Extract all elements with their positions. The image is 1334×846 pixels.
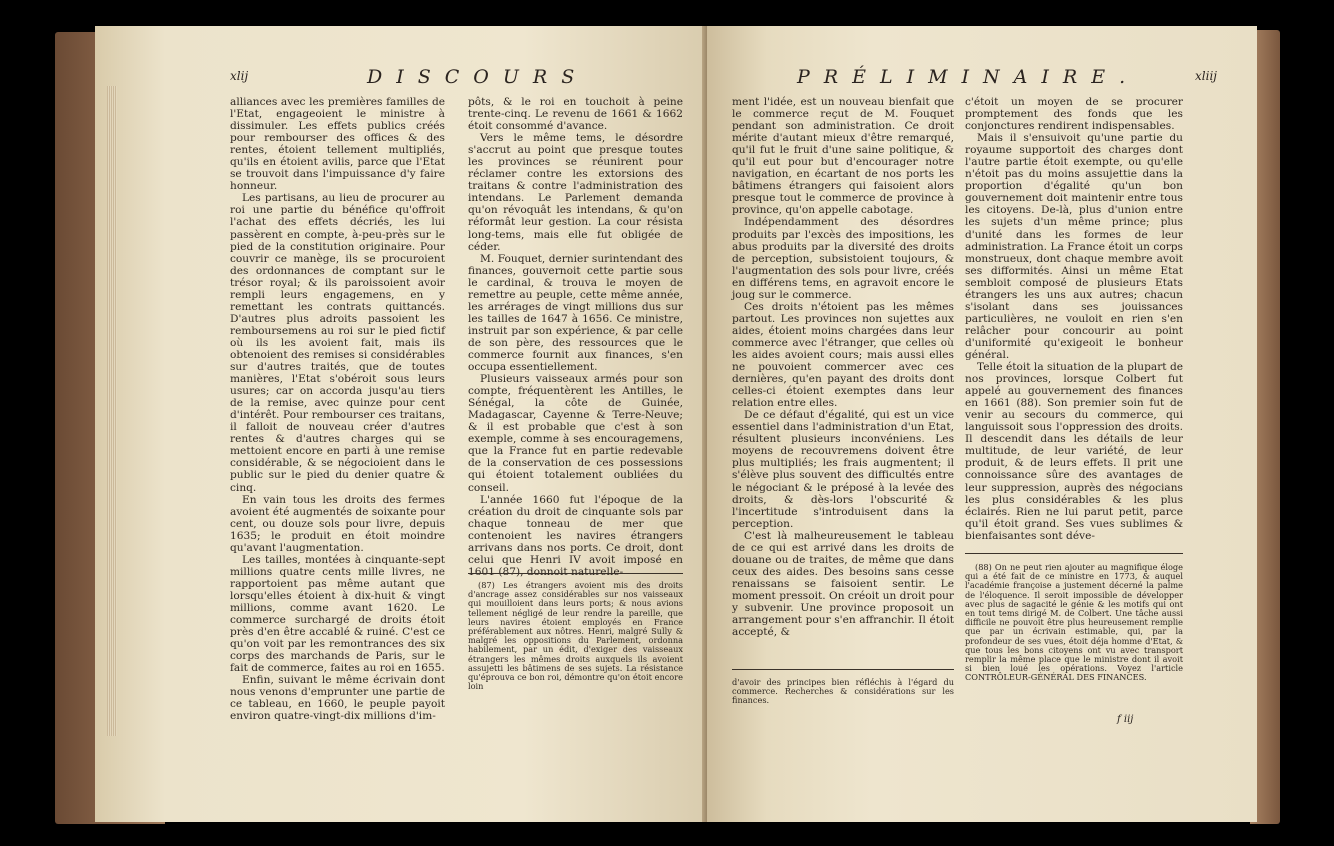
paragraph: c'étoit un moyen de se procurer promptement des fonds que les conjonctures rendirent indispensables. (965, 96, 1183, 133)
left-column-2 (468, 96, 683, 578)
running-head: DISCOURS (367, 66, 589, 88)
footnote-88: (88) On ne peut rien ajouter au magnifique éloge qui a été fait de ce ministre en 1773, & auquel l'académie françoise a justement décerné la palme de l'éloquence. Il seroit impossible de développer avec plus de sagacité le génie & les motifs qui ont en tout tems dirigé M. de Colbert. Une tâche aussi difficile ne pouvoit être plus heureusement remplie que par un écrivain estimable, qui, par la profondeur de ses vues, étoit déja homme d'Etat, & que tous les bons citoyens ont vu avec transport remplir la même place que le ministre dont il avoit si bien loué les opérations. Voyez l'article CONTRÔLEUR-GÉNÉRAL DES FINANCES. (965, 562, 1183, 683)
left-page (95, 26, 707, 822)
footnote-rule (965, 553, 1183, 554)
paragraph: ment l'idée, est un nouveau bienfait que le commerce reçut de M. Fouquet pendant son administration. Ce droit mérite d'autant mieux d'être remarqué, qu'il fut le fruit d'une saine politique, & qu'il eut pour but d'encourager notre navigation, en écartant de nos ports les bâtimens étrangers qui faisoient alors presque tout le commerce de province à province, qu'on appelle cabotage. (732, 96, 954, 217)
page-number: xlij (230, 69, 249, 83)
paragraph: Plusieurs vaisseaux armés pour son compte, fréquentèrent les Antilles, le Sénégal, la côte de Guinée, Madagascar, Cayenne & Terre-Neuve; & il est probable que c'est à son exemple, comme à ses encouragemens, que la France fut en partie redevable de la conservation de ces possessions qui étoient totalement oubliées du conseil. (468, 373, 683, 494)
right-page (707, 26, 1257, 822)
paragraph: Ces droits n'étoient pas les mêmes partout. Les provinces non sujettes aux aides, étoient moins chargées dans leur commerce avec l'étranger, que celles où les aides avoient cours; mais aussi elles ne pouvoient commercer avec ces dernières, qu'en payant des droits dont celles-ci étoient exemptes dans leur relation entre elles. (732, 300, 954, 410)
left-column-1 (230, 96, 445, 722)
running-head: PRÉLIMINAIRE. (797, 66, 1140, 88)
footnote-rule (732, 669, 954, 670)
footnote-87-continued: d'avoir des principes bien réfléchis à l'égard du commerce. Recherches & considérations sur les finances. (732, 677, 954, 706)
paragraph: Les partisans, au lieu de procurer au roi une partie du bénéfice qu'offroit l'achat des effets décriés, les lui passèrent en compte, à-peu-près sur le pied de la constitution originaire. Pour couvrir ce manège, ils se procuroient des ordonnances de comptant sur le trésor royal; & ils paroissoient avoir rempli leurs engagemens, en y remettant les contrats quittancés. D'autres plus adroits passoient les remboursemens au roi sur le pied fictif où ils les avoient fait, mais ils obtenoient des remises si considérables sur d'autres traités, que de toutes manières, l'Etat s'obéroit sous leurs usures; car on accorda jusqu'au tiers de la remise, avec quinze pour cent d'intérêt. Pour rembourser ces traitans, il falloit de nouveau créer d'autres rentes & d'autres charges qui se mettoient encore en parti à une remise considérable, & se négocioient dans le public sur le pied du denier quatre & cinq. (230, 192, 445, 494)
page-number: xliij (1195, 69, 1218, 83)
signature-mark: f iij (1117, 714, 1134, 725)
paragraph: pôts, & le roi en touchoit à peine trente-cinq. Le revenu de 1661 & 1662 étoit consommé d'avance. (468, 96, 683, 133)
paragraph: M. Fouquet, dernier surintendant des finances, gouvernoit cette partie sous le cardinal, & trouva le moyen de remettre au peuple, cette même année, les arrérages de vingt millions dus sur les tailles de 1647 à 1656. Ce ministre, instruit par son expérience, & par celle de son père, des ressources que le commerce fournit aux finances, s'en occupa essentiellement. (468, 252, 683, 374)
paragraph: Enfin, suivant le même écrivain dont nous venons d'emprunter une partie de ce tableau, en 1660, le peuple payoit environ quatre-vingt-dix millions d'im- (230, 674, 445, 723)
footnote-rule (468, 573, 683, 574)
right-column-1 (732, 96, 954, 638)
paragraph: Indépendamment des désordres produits par l'excès des impositions, les abus produits par la diversité des droits de perception, subsistoient toujours, & l'augmentation des sols pour livre, créés en différens tems, en agravoit encore le joug sur le commerce. (732, 216, 954, 301)
right-column-2 (965, 96, 1183, 542)
paragraph: Mais il s'ensuivoit qu'une partie du royaume supportoit des charges dont l'autre partie étoit exempte, ou qu'elle n'étoit pas du moins assujettie dans la proportion d'égalité qu'un bon gouvernement doit maintenir entre tous les citoyens. De-là, plus d'union entre les sujets d'un même prince; plus d'unité dans les formes de leur administration. La France étoit un corps monstrueux, dont chaque membre avoit ses difformités. Ainsi un même Etat sembloit composé de plusieurs Etats étrangers les uns aux autres; chacun s'isolant dans ses jouissances particulières, ne vouloit en rien s'en relâcher pour concourir au point d'uniformité qu'exigeoit le bonheur général. (965, 132, 1183, 361)
paragraph: Telle étoit la situation de la plupart de nos provinces, lorsque Colbert fut appelé au gouvernement des finances en 1661 (88). Son premier soin fut de venir au secours du commerce, qui languissoit sous l'oppression des droits. Il descendit dans les détails de leur multitude, de leur variété, de leur produit, & de leurs effets. Il prit une connoissance sûre des avantages de leur suppression, auprès des négocians les plus considérables & les plus éclairés. Rien ne lui parut petit, parce qu'il étoit grand. Ses vues sublimes & bienfaisantes sont déve- (965, 361, 1183, 542)
paragraph: Les tailles, montées à cinquante-sept millions quatre cents mille livres, ne rapportoient pas même autant que lorsqu'elles étoient à dix-huit & vingt millions, comme avant 1620. Le commerce surchargé de droits étoit près d'en être accablé & ruiné. C'est ce qu'on voit par les remontrances des six corps des marchands de Paris, sur le fait de commerce, faites au roi en 1655. (230, 553, 445, 675)
open-book (55, 26, 1280, 826)
paragraph: Vers le même tems, le désordre s'accrut au point que presque toutes les provinces se réunirent pour réclamer contre les extorsions des traitans & contre l'administration des intendans. Le Parlement demanda qu'on révoquât les intendans, & qu'on réformât leur gestion. La cour résista long-tems, mais elle fut obligée de céder. (468, 132, 683, 253)
paragraph: L'année 1660 fut l'époque de la création du droit de cinquante sols par chaque tonneau de mer que contenoient les navires étrangers arrivans dans nos ports. Ce droit, dont celui que Henri IV avoit imposé en 1601 (87), donnoit naturelle- (468, 493, 683, 578)
paragraph: alliances avec les premières familles de l'Etat, engageoient le ministre à dissimuler. Les effets publics créés pour rembourser des offices & des rentes, étoient tellement multipliés, qu'ils en étoient avilis, parce que l'Etat se trouvoit dans l'impuissance d'y faire honneur. (230, 96, 445, 193)
footnote-87: (87) Les étrangers avoient mis des droits d'ancrage assez considérables sur nos vaisseaux qui mouilloient dans leurs ports; & nous avions tellement négligé de leur rendre la pareille, que leurs navires étoient employés en France préférablement aux nôtres. Henri, malgré Sully & malgré les oppositions du Parlement, ordonna habilement, par un édit, d'exiger des vaisseaux étrangers les mêmes droits auxquels ils avoient assujetti les bâtimens de ses sujets. La résistance qu'éprouva ce bon roi, démontre qu'on étoit encore loin (468, 580, 683, 692)
paragraph: C'est là malheureusement le tableau de ce qui est arrivé dans les droits de douane ou de traites, de même que dans ceux des aides. Des besoins sans cesse renaissans se faisoient sentir. Le moment pressoit. On créoit un droit pour y subvenir. Une province proposoit un arrangement pour s'en affranchir. Il étoit accepté, & (732, 529, 954, 639)
paragraph: En vain tous les droits des fermes avoient été augmentés de soixante pour cent, ou douze sols pour livre, depuis 1635; le produit en étoit moindre qu'avant l'augmentation. (230, 493, 446, 554)
paragraph: De ce défaut d'égalité, qui est un vice essentiel dans l'administration d'un Etat, résultent plusieurs inconvéniens. Les moyens de recouvremens doivent être plus multipliés; les frais augmentent; il s'élève plus souvent des difficultés entre le négociant & le préposé à la levée des droits, & dès-lors l'obscurité & l'incertitude s'introduisent dans la perception. (732, 409, 954, 530)
page-edges (107, 86, 117, 736)
